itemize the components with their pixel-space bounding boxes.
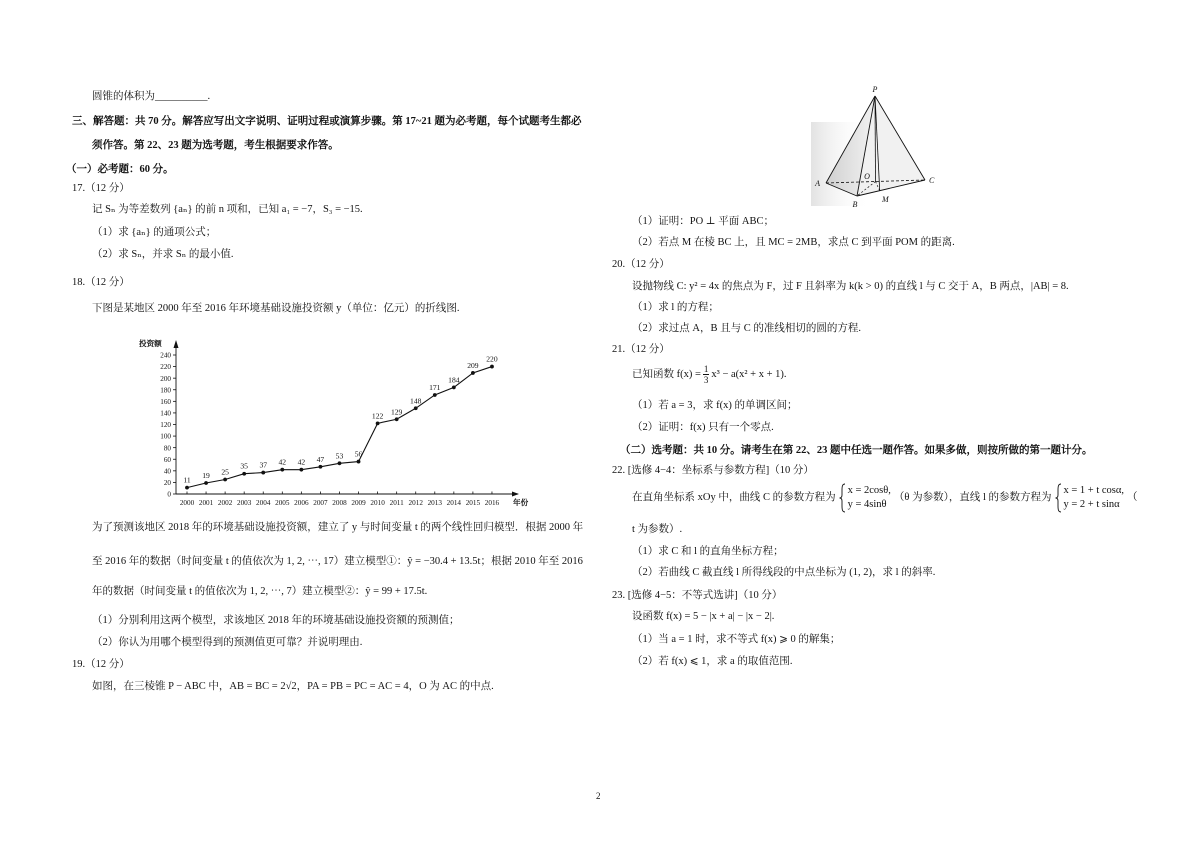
vertex-label-p: P (872, 85, 878, 94)
x-tick-label: 2016 (484, 499, 500, 507)
y-tick-label: 120 (160, 421, 171, 430)
q17-part1: （1）求 {aₙ} 的通项公式； (92, 227, 217, 238)
data-point (376, 421, 380, 425)
data-point (242, 472, 246, 476)
vertex-label-c: C (929, 176, 935, 185)
q22-stem-a: 在直角坐标系 xOy 中，曲线 C 的参数方程为 (632, 492, 836, 503)
y-axis-title: 投资额 (139, 339, 162, 348)
data-point (319, 465, 323, 469)
line-system-rows (1064, 484, 1125, 512)
q18-text-line3: 年的数据（时间变量 t 的值依次为 1, 2, ⋯, 7）建立模型②：ŷ = 99 + 17.5t. (92, 586, 428, 597)
q22-stem-row (632, 483, 1138, 513)
part1-heading: （一）必考题：60 分。 (66, 164, 174, 175)
q22-number: 22. [选修 4−4：坐标系与参数方程]（10 分） (612, 465, 814, 476)
data-point (204, 481, 208, 485)
data-label: 42 (297, 457, 306, 467)
q18-part2: （2）你认为用哪个模型得到的预测值更可靠？并说明理由. (92, 637, 363, 648)
x-tick-label: 2003 (236, 499, 252, 507)
data-point (395, 417, 399, 421)
part2-heading: （二）选考题：共 10 分。请考生在第 22、23 题中任选一题作答。如果多做，则按所做的第一题计分。 (620, 445, 1093, 456)
x-tick-label: 2012 (408, 499, 423, 507)
line-parametric-system (1055, 483, 1125, 513)
q19-stem: 如图，在三棱锥 P − ABC 中，AB = BC = 2√2，PA = PB = PC = AC = 4，O 为 AC 的中点. (92, 681, 494, 692)
vertex-label-a: A (815, 179, 820, 188)
data-point (357, 460, 361, 464)
data-point (338, 461, 342, 465)
curve-system-rows (848, 484, 891, 512)
data-label: 171 (429, 382, 441, 392)
x-tick-label: 2009 (351, 499, 366, 507)
x-axis-arrow (512, 492, 519, 497)
q23-stem: 设函数 f(x) = 5 − |x + a| − |x − 2|. (632, 611, 775, 622)
data-label: 122 (371, 411, 384, 421)
q20-part1: （1）求 l 的方程； (632, 302, 719, 313)
q17-number: 17.（12 分） (72, 183, 130, 194)
q21-stem-row (632, 364, 787, 385)
data-label: 19 (202, 470, 210, 480)
q23-number: 23. [选修 4−5：不等式选讲]（10 分） (612, 590, 783, 601)
data-label: 220 (486, 354, 498, 364)
q23-part2: （2）若 f(x) ⩽ 1，求 a 的取值范围. (632, 656, 793, 667)
x-tick-label: 2007 (313, 499, 328, 507)
q19-number: 19.（12 分） (72, 659, 130, 670)
y-tick-label: 80 (163, 444, 171, 453)
q22-part1: （1）求 C 和 l 的直角坐标方程； (632, 546, 784, 557)
data-label: 37 (259, 460, 268, 470)
data-label: 209 (467, 360, 479, 370)
data-label: 184 (448, 375, 460, 385)
fraction-denominator: 3 (703, 375, 709, 385)
data-point (490, 365, 494, 369)
data-label: 25 (221, 467, 229, 477)
data-point (185, 486, 189, 490)
page-number: 2 (596, 791, 601, 801)
q18-number: 18.（12 分） (72, 277, 130, 288)
x-tick-label: 2006 (294, 499, 309, 507)
data-label: 47 (316, 454, 325, 464)
data-label: 129 (390, 407, 403, 417)
q22-stem-c: （ (1127, 492, 1138, 503)
q21-number: 21.（12 分） (612, 344, 670, 355)
x-tick-label: 2010 (370, 499, 385, 507)
y-tick-label: 240 (160, 351, 171, 360)
data-label: 42 (278, 457, 287, 467)
y-tick-label: 60 (163, 455, 171, 464)
y-tick-label: 140 (160, 409, 171, 418)
vertex-label-b: B (852, 200, 858, 209)
left-brace (839, 483, 846, 513)
one-third-fraction (703, 364, 710, 385)
fraction-numerator: 1 (703, 364, 709, 374)
q21-part2: （2）证明：f(x) 只有一个零点. (632, 422, 774, 433)
q20-stem: 设抛物线 C: y² = 4x 的焦点为 F，过 F 且斜率为 k(k > 0) 的直线 l 与 C 交于 A，B 两点，|AB| = 8. (632, 281, 1069, 292)
x-tick-label: 2001 (198, 499, 214, 507)
curve-parametric-system (839, 483, 891, 513)
section3-heading-line1: 三、解答题：共 70 分。解答应写出文字说明、证明过程或演算步骤。第 17~21 题为必考题，每个试题考生都必 (72, 116, 582, 127)
data-label: 35 (240, 461, 248, 471)
q16-tail-text: 圆锥的体积为__________. (92, 91, 211, 102)
curve-y-equation: y = 4sinθ (847, 499, 887, 510)
q21-stem-prefix: 已知函数 f(x) = (632, 368, 701, 380)
q18-part1: （1）分别利用这两个模型，求该地区 2018 年的环境基础设施投资额的预测值； (92, 615, 460, 626)
x-tick-label: 2002 (217, 499, 233, 507)
investment-line-chart (130, 335, 540, 510)
line-x-equation: x = 1 + t cosα, (1063, 485, 1125, 496)
x-tick-label: 2011 (389, 499, 404, 507)
y-tick-label: 200 (160, 374, 171, 383)
q17-stem: 记 Sₙ 为等差数列 {aₙ} 的前 n 项和，已知 a₁ = −7，S₃ = −15. (92, 204, 363, 215)
x-tick-label: 2004 (256, 499, 271, 507)
section3-heading-line2: 须作答。第 22、23 题为选考题，考生根据要求作答。 (92, 140, 339, 151)
q17-part2: （2）求 Sₙ，并求 Sₙ 的最小值. (92, 249, 234, 260)
x-tick-label: 2000 (179, 499, 195, 507)
x-tick-label: 2014 (446, 499, 462, 507)
data-point (280, 468, 284, 472)
q22-part2: （2）若曲线 C 截直线 l 所得线段的中点坐标为 (1, 2)，求 l 的斜率. (632, 567, 936, 578)
q23-part1: （1）当 a = 1 时，求不等式 f(x) ⩾ 0 的解集； (632, 634, 841, 645)
y-tick-label: 160 (160, 397, 171, 406)
data-point (414, 406, 418, 410)
data-point (471, 371, 475, 375)
x-tick-label: 2015 (465, 499, 481, 507)
y-tick-label: 100 (160, 432, 171, 441)
x-tick-label: 2008 (332, 499, 347, 507)
y-tick-label: 0 (167, 490, 171, 499)
q22-stem-d: t 为参数）. (632, 524, 683, 535)
q18-text-line2: 至 2016 年的数据（时间变量 t 的值依次为 1, 2, ⋯, 17）建立模型①：ŷ = −30.4 + 13.5t；根据 2010 年至 2016 (92, 556, 583, 567)
point-label-o: O (864, 172, 870, 181)
x-tick-label: 2013 (427, 499, 442, 507)
data-point (261, 471, 265, 475)
data-point (452, 386, 456, 390)
data-point (299, 468, 303, 472)
data-point (433, 393, 437, 397)
data-label: 56 (354, 449, 363, 459)
curve-x-equation: x = 2cosθ, (847, 485, 891, 496)
series-line (187, 367, 492, 488)
data-point (223, 478, 227, 482)
q18-text-line1: 为了预测该地区 2018 年的环境基础设施投资额，建立了 y 与时间变量 t 的两个线性回归模型．根据 2000 年 (92, 522, 584, 533)
line-y-equation: y = 2 + t sinα (1063, 499, 1120, 510)
data-label: 11 (183, 475, 191, 485)
left-brace (1055, 483, 1062, 513)
x-tick-label: 2005 (275, 499, 290, 507)
q19-part1: （1）证明：PO ⊥ 平面 ABC； (632, 216, 775, 227)
y-tick-label: 40 (163, 467, 171, 476)
y-tick-label: 180 (160, 386, 171, 395)
q20-number: 20.（12 分） (612, 259, 670, 270)
y-tick-label: 220 (160, 363, 171, 372)
q20-part2: （2）求过点 A，B 且与 C 的准线相切的圆的方程. (632, 323, 861, 334)
pyramid-figure (805, 82, 945, 212)
q19-part2: （2）若点 M 在棱 BC 上，且 MC = 2MB，求点 C 到平面 POM 的距离. (632, 237, 955, 248)
y-axis-arrow (174, 340, 179, 348)
q21-stem-suffix: x³ − a(x² + x + 1). (711, 368, 787, 380)
q18-intro: 下图是某地区 2000 年至 2016 年环境基础设施投资额 y（单位：亿元）的折线图. (92, 303, 460, 314)
x-axis-title: 年份 (513, 498, 529, 507)
data-label: 53 (335, 451, 344, 461)
q21-part1: （1）若 a = 3，求 f(x) 的单调区间； (632, 400, 798, 411)
point-label-m: M (882, 195, 889, 204)
data-label: 148 (410, 396, 422, 406)
q22-stem-b: （θ 为参数），直线 l 的参数方程为 (893, 492, 1052, 503)
y-tick-label: 20 (163, 479, 171, 488)
